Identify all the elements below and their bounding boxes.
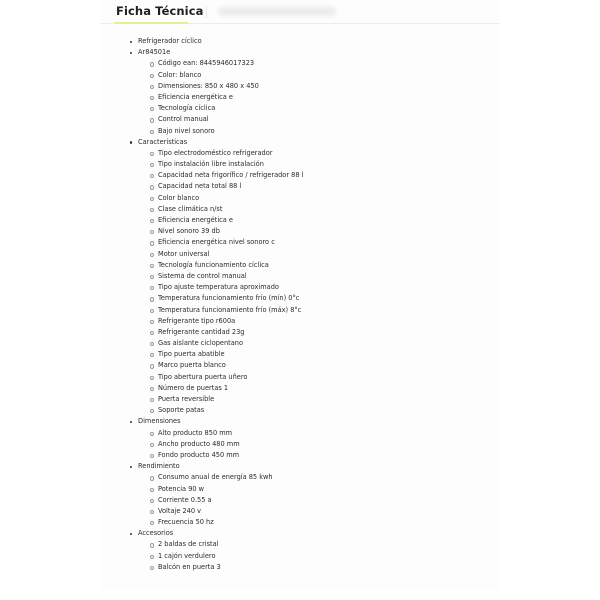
spec-item: Tipo ajuste temperatura aproximado [124, 282, 303, 293]
spec-item: Corriente 0.55 a [124, 495, 303, 506]
spec-item: Color blanco [124, 193, 303, 204]
spec-item: Tipo electrodoméstico refrigerador [124, 148, 303, 159]
spec-item: Nivel sonoro 39 db [124, 226, 303, 237]
spec-group: Rendimiento [124, 461, 303, 472]
spec-item: Tecnología funcionamiento cíclica [124, 260, 303, 271]
spec-item: 2 baldas de cristal [124, 539, 303, 550]
spec-item: Ancho producto 480 mm [124, 439, 303, 450]
spec-item: Capacidad neta frigorífico / refrigerador 88 l [124, 170, 303, 181]
tab-ficha-tecnica[interactable]: Ficha Técnica [116, 4, 204, 18]
spec-group: Ar84501e [124, 47, 303, 58]
spec-item: Marco puerta blanco [124, 360, 303, 371]
spec-group: Dimensiones [124, 416, 303, 427]
spec-item: Sistema de control manual [124, 271, 303, 282]
spec-item: Tipo instalación libre instalación [124, 159, 303, 170]
spec-item: Clase climática n/st [124, 204, 303, 215]
spec-item: Temperatura funcionamiento frío (mín) 0°c [124, 293, 303, 304]
spec-item: Número de puertas 1 [124, 383, 303, 394]
spec-item: Eficiencia energética e [124, 215, 303, 226]
spec-item: Balcón en puerta 3 [124, 562, 303, 573]
spec-item: Temperatura funcionamiento frío (máx) 8°c [124, 305, 303, 316]
spec-item: Fondo producto 450 mm [124, 450, 303, 461]
spec-item: Frecuencia 50 hz [124, 517, 303, 528]
spec-item: Tecnología cíclica [124, 103, 303, 114]
spec-item: Eficiencia energética nivel sonoro c [124, 237, 303, 248]
spec-item: Soporte patas [124, 405, 303, 416]
spec-item: Refrigerante tipo r600a [124, 316, 303, 327]
spec-item: Voltaje 240 v [124, 506, 303, 517]
spec-item: Puerta reversible [124, 394, 303, 405]
spec-item: Alto producto 850 mm [124, 428, 303, 439]
spec-item: Tipo puerta abatible [124, 349, 303, 360]
spec-item: Dimensiones: 850 x 480 x 450 [124, 81, 303, 92]
product-spec-panel [100, 0, 500, 590]
tab-blurred-secondary[interactable] [218, 7, 336, 16]
spec-item: Tipo abertura puerta uñero [124, 372, 303, 383]
spec-item: Refrigerante cantidad 23g [124, 327, 303, 338]
active-tab-indicator [114, 22, 188, 24]
spec-group: Refrigerador cíclico [124, 36, 303, 47]
spec-item: Color: blanco [124, 70, 303, 81]
spec-group: Características [124, 137, 303, 148]
spec-item: Bajo nivel sonoro [124, 126, 303, 137]
tab-bar [100, 0, 500, 24]
spec-item: Consumo anual de energía 85 kwh [124, 472, 303, 483]
spec-item: 1 cajón verdulero [124, 551, 303, 562]
spec-item: Eficiencia energética e [124, 92, 303, 103]
spec-group: Accesorios [124, 528, 303, 539]
spec-list [124, 36, 303, 573]
spec-item: Capacidad neta total 88 l [124, 181, 303, 192]
tab-divider [206, 6, 207, 18]
spec-item: Gas aislante ciclopentano [124, 338, 303, 349]
spec-item: Control manual [124, 114, 303, 125]
spec-item: Potencia 90 w [124, 484, 303, 495]
spec-item: Código ean: 8445946017323 [124, 58, 303, 69]
spec-item: Motor universal [124, 249, 303, 260]
